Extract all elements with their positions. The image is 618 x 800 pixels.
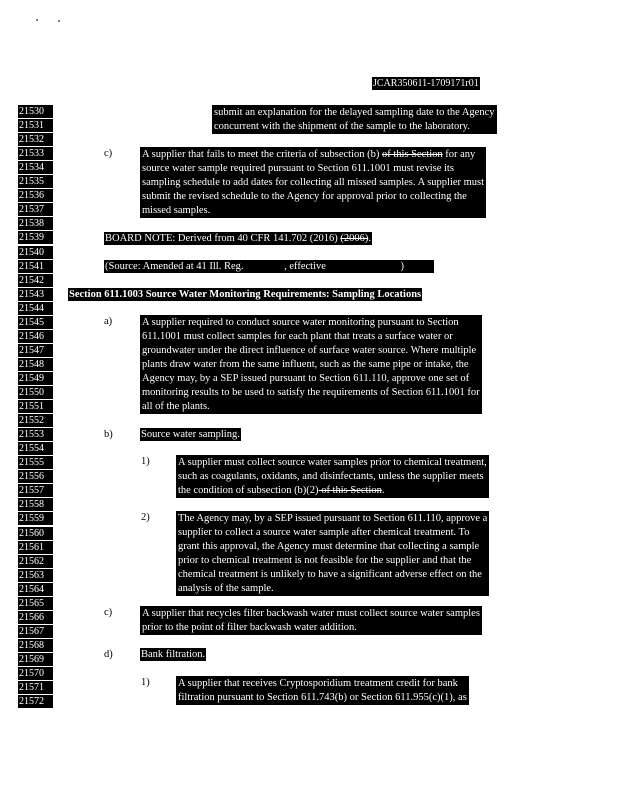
subsection-d-label: Bank filtration. — [141, 649, 206, 660]
subsection-a-plants — [140, 315, 482, 414]
line-number: 21538 — [18, 217, 53, 230]
subsection-c-missed-samples — [140, 147, 486, 218]
paragraph-line: all of the plants. — [142, 401, 210, 412]
line-number: 21570 — [18, 667, 53, 680]
line-number: 21560 — [18, 527, 53, 540]
line-number: 21550 — [18, 386, 53, 399]
line-number: 21553 — [18, 428, 53, 441]
paragraph-line: A supplier that receives Cryptosporidium treatment credit for bank — [178, 678, 458, 689]
paragraph-line: A supplier that fails to meet the criteria of subsection (b) of this Section for any — [142, 149, 476, 160]
scan-speck — [58, 20, 60, 22]
line-number: 21556 — [18, 470, 53, 483]
subsection-b1-prior-treatment — [176, 455, 489, 498]
line-number: 21533 — [18, 147, 53, 160]
line-number: 21551 — [18, 400, 53, 413]
line-number: 21563 — [18, 569, 53, 582]
subsection-marker-b1: 1) — [141, 456, 150, 467]
subsection-marker-a: a) — [104, 316, 113, 327]
continuation-paragraph — [212, 105, 497, 134]
paragraph-line: sampling schedule to add dates for collecting all missed samples. A supplier must — [142, 177, 485, 188]
paragraph-line: submit the revised schedule to the Agency for approval prior to collecting the — [142, 191, 467, 202]
paragraph-line: source water sample required pursuant to Section 611.1001 must revise its — [142, 163, 454, 174]
line-number: 21552 — [18, 414, 53, 427]
line-number: 21555 — [18, 456, 53, 469]
subsection-d1-bank-filtration — [176, 676, 469, 705]
line-number: 21554 — [18, 442, 53, 455]
subsection-marker-c: c) — [104, 148, 113, 159]
line-number: 21537 — [18, 203, 53, 216]
paragraph-line: prior to the point of filter backwash water addition. — [142, 622, 357, 633]
line-number: 21571 — [18, 681, 53, 694]
line-number: 21534 — [18, 161, 53, 174]
paragraph-line: monitoring results to be used to satisfy the requirements of Section 611.1001 for — [142, 387, 480, 398]
line-number: 21544 — [18, 302, 53, 315]
paragraph-line: the condition of subsection (b)(2) of this Section. — [178, 485, 385, 496]
line-number: 21540 — [18, 246, 53, 259]
line-number: 21566 — [18, 611, 53, 624]
paragraph-line: supplier to collect a source water sample after chemical treatment. To — [178, 527, 470, 538]
board-note: BOARD NOTE: Derived from 40 CFR 141.702 (2016) (2006). — [105, 233, 371, 244]
paragraph-line: 611.1001 must collect samples for each plant that treats a surface water or — [142, 331, 453, 342]
paragraph-line: filtration pursuant to Section 611.743(b) or Section 611.955(c)(1), as — [178, 692, 467, 703]
line-number: 21536 — [18, 189, 53, 202]
paragraph-line: A supplier must collect source water samples prior to chemical treatment, — [178, 457, 487, 468]
line-number: 21567 — [18, 625, 53, 638]
source-note: (Source: Amended at 41 Ill. Reg. , effective ) — [104, 260, 434, 273]
line-number: 21562 — [18, 555, 53, 568]
doc-reference-header: JCAR350611-1709171r01 — [373, 78, 479, 89]
line-number: 21542 — [18, 274, 53, 287]
line-number: 21549 — [18, 372, 53, 385]
scan-speck — [36, 19, 38, 21]
paragraph-line: missed samples. — [142, 205, 211, 216]
line-number: 21543 — [18, 288, 53, 301]
paragraph-line: analysis of the sample. — [178, 583, 274, 594]
line-number: 21539 — [18, 231, 53, 244]
paragraph-line: A supplier that recycles filter backwash water must collect source water samples — [142, 608, 480, 619]
line-number: 21535 — [18, 175, 53, 188]
line-number: 21557 — [18, 484, 53, 497]
paragraph-line: concurrent with the shipment of the sample to the laboratory. — [214, 121, 470, 132]
paragraph-line: The Agency may, by a SEP issued pursuant to Section 611.110, approve a — [178, 513, 488, 524]
paragraph-line: such as coagulants, oxidants, and disinfectants, unless the supplier meets — [178, 471, 484, 482]
line-number: 21541 — [18, 260, 53, 273]
subsection-marker-b: b) — [104, 429, 113, 440]
line-number: 21559 — [18, 512, 53, 525]
line-number: 21548 — [18, 358, 53, 371]
paragraph-line: grant this approval, the Agency must determine that collecting a sample — [178, 541, 480, 552]
paragraph-line: plants draw water from the same influent, such as the same pipe or intake, the — [142, 359, 469, 370]
line-number: 21530 — [18, 105, 53, 118]
line-number: 21531 — [18, 119, 53, 132]
section-heading: Section 611.1003 Source Water Monitoring Requirements: Sampling Locations — [69, 289, 422, 300]
paragraph-line: prior to chemical treatment is not feasible for the supplier and that the — [178, 555, 472, 566]
paragraph-line: groundwater under the direct influence of surface water source. Where multiple — [142, 345, 477, 356]
line-number: 21545 — [18, 316, 53, 329]
line-number: 21564 — [18, 583, 53, 596]
paragraph-line: chemical treatment is unlikely to have a significant adverse effect on the — [178, 569, 482, 580]
paragraph-line: Agency may, by a SEP issued pursuant to Section 611.110, approve one set of — [142, 373, 470, 384]
subsection-b2-agency-approval — [176, 511, 489, 596]
line-number: 21546 — [18, 330, 53, 343]
line-number: 21561 — [18, 541, 53, 554]
subsection-marker-b2: 2) — [141, 512, 150, 523]
subsection-marker-d: d) — [104, 649, 113, 660]
line-number: 21565 — [18, 597, 53, 610]
subsection-b-label: Source water sampling. — [141, 429, 240, 440]
subsection-c-backwash — [140, 606, 482, 635]
line-number: 21569 — [18, 653, 53, 666]
line-number: 21568 — [18, 639, 53, 652]
line-number: 21572 — [18, 695, 53, 708]
paragraph-line: A supplier required to conduct source water monitoring pursuant to Section — [142, 317, 459, 328]
line-number: 21547 — [18, 344, 53, 357]
line-number: 21558 — [18, 498, 53, 511]
paragraph-line: submit an explanation for the delayed sampling date to the Agency — [214, 107, 495, 118]
subsection-marker-c: c) — [104, 607, 113, 618]
line-number: 21532 — [18, 133, 53, 146]
subsection-marker-d1: 1) — [141, 677, 150, 688]
